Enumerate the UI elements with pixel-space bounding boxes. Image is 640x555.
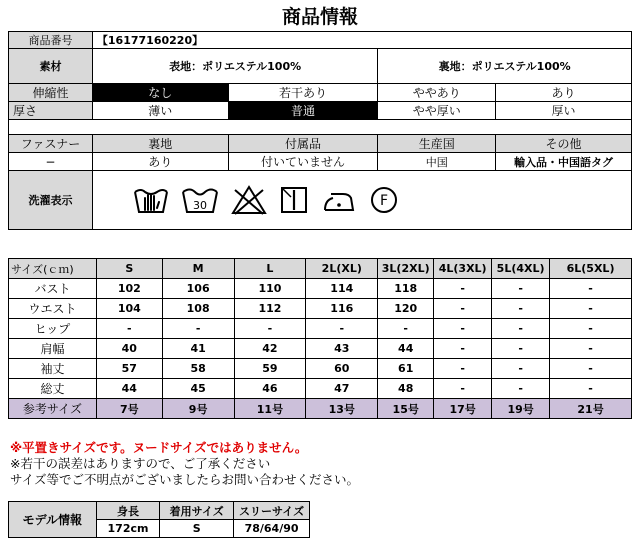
details-header: 生産国 [378, 135, 496, 153]
size-row [9, 279, 632, 299]
details-header: 付属品 [228, 135, 378, 153]
size-header-cell: 6L(5XL) [550, 259, 632, 279]
measurement-label: 肩幅 [9, 339, 97, 359]
size-row [9, 339, 632, 359]
measurement-value: 61 [378, 359, 434, 379]
model-value: 172cm [96, 520, 160, 538]
details-value: あり [92, 153, 228, 171]
spacer-row [9, 120, 632, 135]
measurement-value: 45 [162, 379, 234, 399]
size-header-cell: 4L(3XL) [434, 259, 492, 279]
measurement-label: バスト [9, 279, 97, 299]
measurement-value: 48 [378, 379, 434, 399]
thickness-option: やや厚い [378, 102, 496, 120]
product-info-table [8, 31, 632, 230]
reference-size-cell: 11号 [234, 399, 306, 419]
measurement-value: - [434, 379, 492, 399]
measurement-value: - [234, 319, 306, 339]
size-table [8, 258, 632, 419]
washing-row [9, 171, 632, 230]
material-label: 素材 [9, 49, 93, 84]
details-header: その他 [496, 135, 632, 153]
page-title: 商品情報 [281, 6, 358, 28]
measurement-value: - [434, 319, 492, 339]
measurement-value: - [492, 299, 550, 319]
measurement-value: 41 [162, 339, 234, 359]
stretch-label: 伸縮性 [9, 84, 93, 102]
size-header-cell: M [162, 259, 234, 279]
size-row [9, 319, 632, 339]
size-header-cell: 5L(4XL) [492, 259, 550, 279]
model-value: 78/64/90 [234, 520, 310, 538]
measurement-value: 106 [162, 279, 234, 299]
hand-wash-icon [133, 184, 169, 216]
thickness-option: 普通 [228, 102, 378, 120]
measurement-value: 60 [306, 359, 378, 379]
measurement-value: - [434, 279, 492, 299]
note-line: ※平置きサイズです。ヌードサイズではありません。 [10, 440, 308, 455]
size-row [9, 299, 632, 319]
measurement-value: 110 [234, 279, 306, 299]
measurement-value: - [492, 279, 550, 299]
thickness-option: 薄い [92, 102, 228, 120]
measurement-value: 42 [234, 339, 306, 359]
measurement-value: 47 [306, 379, 378, 399]
thickness-label: 厚さ [9, 102, 93, 120]
reference-size-row [9, 399, 632, 419]
thickness-option: 厚い [496, 102, 632, 120]
model-header: 着用サイズ [160, 502, 234, 520]
details-value-row [9, 153, 632, 171]
reference-size-cell: 17号 [434, 399, 492, 419]
measurement-value: - [550, 279, 632, 299]
stretch-option: 若干あり [228, 84, 378, 102]
washing-label: 洗濯表示 [9, 171, 93, 230]
measurement-value: 46 [234, 379, 306, 399]
size-header-row [9, 259, 632, 279]
measurement-value: 118 [378, 279, 434, 299]
details-header: ファスナー [9, 135, 93, 153]
details-value: 輸入品・中国語タグ [496, 153, 632, 171]
measurement-value: 112 [234, 299, 306, 319]
model-info-table [8, 501, 310, 538]
size-header-cell: L [234, 259, 306, 279]
measurement-value: - [378, 319, 434, 339]
measurement-value: 40 [96, 339, 162, 359]
reference-size-cell: 21号 [550, 399, 632, 419]
stretch-row [9, 84, 632, 102]
material-row [9, 49, 632, 84]
material-lining: 裏地：ポリエステル100% [378, 49, 632, 84]
measurement-value: 116 [306, 299, 378, 319]
reference-size-cell: 参考サイズ [9, 399, 97, 419]
details-value: 付いていません [228, 153, 378, 171]
material-outer: 表地：ポリエステル100% [92, 49, 377, 84]
measurement-value: - [550, 379, 632, 399]
washing-symbols [92, 171, 631, 230]
measurement-label: 袖丈 [9, 359, 97, 379]
model-header: スリーサイズ [234, 502, 310, 520]
details-header: 裏地 [92, 135, 228, 153]
measurement-value: 44 [96, 379, 162, 399]
note-line: ※若干の誤差はありますので、ご了承ください [10, 456, 271, 471]
measurement-value: - [492, 379, 550, 399]
measurement-value: - [550, 319, 632, 339]
reference-size-cell: 7号 [96, 399, 162, 419]
model-label: モデル情報 [9, 502, 97, 538]
stretch-option: あり [496, 84, 632, 102]
dry-clean-icon [369, 184, 399, 216]
size-header-cell: 2L(XL) [306, 259, 378, 279]
details-header-row [9, 135, 632, 153]
measurement-value: - [162, 319, 234, 339]
product-number-label: 商品番号 [9, 32, 93, 49]
details-value: − [9, 153, 93, 171]
notes [10, 440, 359, 488]
measurement-value: 104 [96, 299, 162, 319]
measurement-label: ヒップ [9, 319, 97, 339]
measurement-value: - [550, 359, 632, 379]
measurement-value: - [550, 299, 632, 319]
no-bleach-icon [231, 184, 267, 216]
measurement-value: - [434, 359, 492, 379]
measurement-value: 57 [96, 359, 162, 379]
measurement-value: 120 [378, 299, 434, 319]
measurement-value: 108 [162, 299, 234, 319]
reference-size-cell: 9号 [162, 399, 234, 419]
size-header-cell: サイズ(ｃｍ) [9, 259, 97, 279]
size-row [9, 379, 632, 399]
measurement-value: - [492, 319, 550, 339]
size-header-cell: 3L(2XL) [378, 259, 434, 279]
measurement-value: 114 [306, 279, 378, 299]
stretch-option: なし [92, 84, 228, 102]
measurement-value: - [550, 339, 632, 359]
size-row [9, 359, 632, 379]
line-dry-icon [279, 184, 309, 216]
measurement-label: 総丈 [9, 379, 97, 399]
stretch-option: ややあり [378, 84, 496, 102]
dry-clean-letter: F [379, 193, 388, 209]
model-header: 身長 [96, 502, 160, 520]
measurement-value: - [492, 359, 550, 379]
product-number-value: 【16177160220】 [92, 32, 631, 49]
size-header-cell: S [96, 259, 162, 279]
measurement-value: 102 [96, 279, 162, 299]
measurement-value: - [306, 319, 378, 339]
product-number-row [9, 32, 632, 49]
measurement-value: - [96, 319, 162, 339]
measurement-value: 59 [234, 359, 306, 379]
measurement-value: - [434, 339, 492, 359]
measurement-value: 43 [306, 339, 378, 359]
measurement-value: 58 [162, 359, 234, 379]
reference-size-cell: 19号 [492, 399, 550, 419]
measurement-value: - [492, 339, 550, 359]
measurement-label: ウエスト [9, 299, 97, 319]
measurement-value: - [434, 299, 492, 319]
wash-30-icon [181, 184, 219, 216]
reference-size-cell: 13号 [306, 399, 378, 419]
note-line: サイズ等でご不明点がございましたらお問い合わせください。 [10, 472, 360, 487]
model-header-row [9, 502, 310, 520]
reference-size-cell: 15号 [378, 399, 434, 419]
thickness-row [9, 102, 632, 120]
model-value: S [160, 520, 234, 538]
wash-temp-text: 30 [192, 199, 207, 212]
measurement-value: 44 [378, 339, 434, 359]
details-value: 中国 [378, 153, 496, 171]
iron-icon [321, 184, 357, 216]
